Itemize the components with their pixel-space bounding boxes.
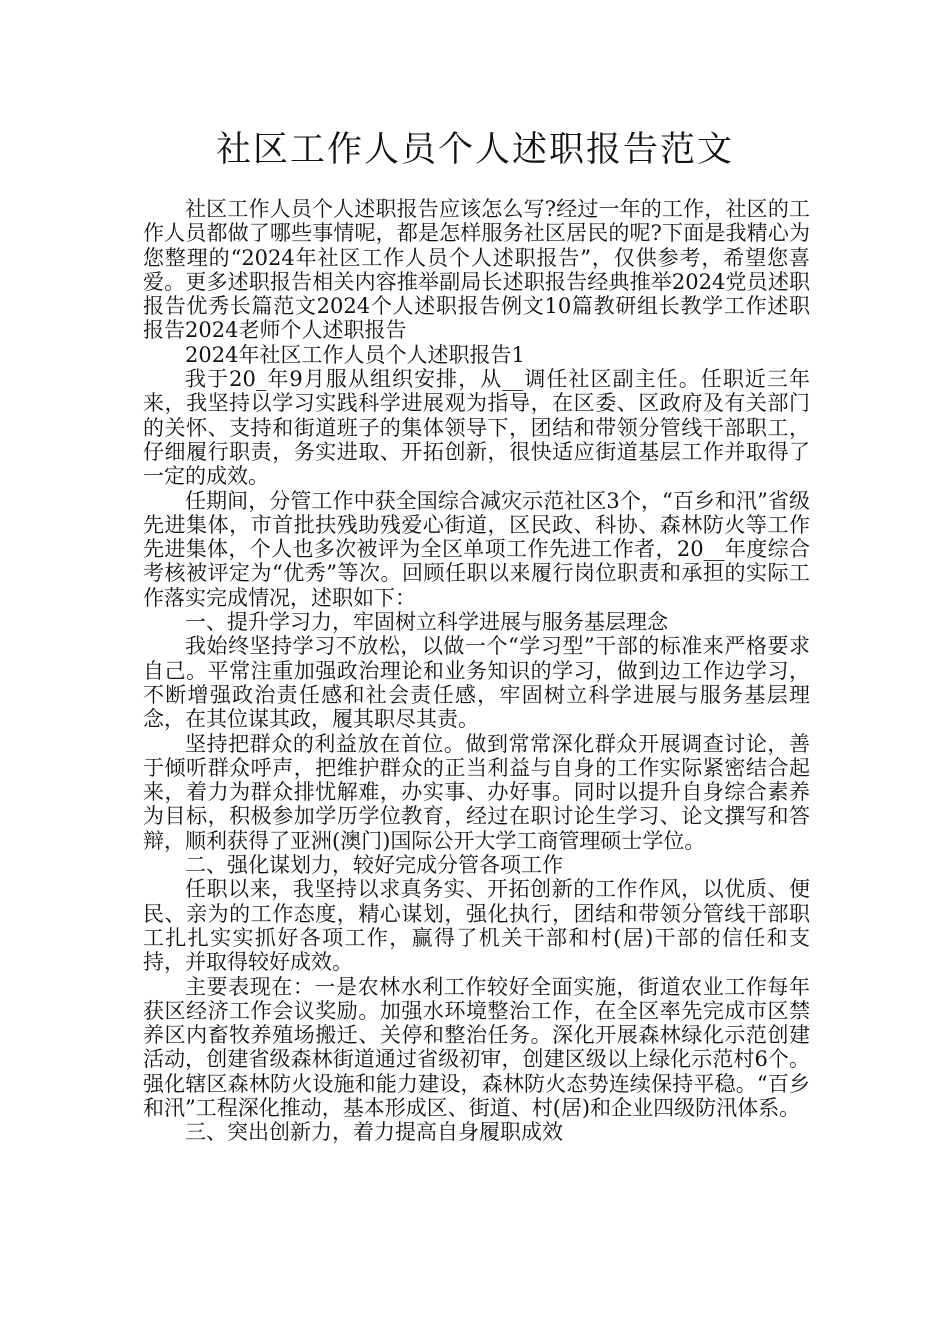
section-heading: 一、提升学习力，牢固树立科学进展与服务基层理念 <box>185 610 668 635</box>
body-paragraph: 坚持把群众的利益放在首位。做到常常深化群众开展调查讨论，善于倾听群众呼声，把维护群众的正当利益与自身的工作实际紧密结合起来，着力为群众排忧解难，办实事、办好事。同时以提升自身综合素养为目标，积极参加学历学位教育，经过在职讨论生学习、论文撰写和答辩，顺利获得了亚洲(澳门)国际公开大学工商管理硕士学位。 <box>143 731 810 853</box>
body-paragraph: 主要表现在：一是农林水利工作较好全面实施，街道农业工作每年获区经济工作会议奖励。加强水环境整治工作，在全区率先完成市区禁养区内畜牧养殖场搬迁、关停和整治任务。深化开展森林绿化示范创建活动，创建省级森林街道通过省级初审，创建区级以上绿化示范村6个。强化辖区森林防火设施和能力建设，森林防火态势连续保持平稳。“百乡和汛”工程深化推动，基本形成区、街道、村(居)和企业四级防汛体系。 <box>143 974 810 1120</box>
report-heading: 2024年社区工作人员个人述职报告1 <box>185 342 525 367</box>
body-paragraph: 我始终坚持学习不放松，以做一个“学习型”干部的标准来严格要求自己。平常注重加强政治理论和业务知识的学习，做到边工作边学习，不断增强政治责任感和社会责任感，牢固树立科学进展与服务基层理念，在其位谋其政，履其职尽其责。 <box>143 634 810 732</box>
document-body <box>143 197 810 1145</box>
section-heading: 二、强化谋划力，较好完成分管各项工作 <box>185 853 563 878</box>
body-paragraph: 任职以来，我坚持以求真务实、开拓创新的工作作风，以优质、便民、亲为的工作态度，精心谋划，强化执行，团结和带领分管线干部职工扎扎实实抓好各项工作，赢得了机关干部和村(居)干部的信任和支持，并取得较好成效。 <box>143 877 810 975</box>
body-paragraph: 我于20_年9月服从组织安排，从__调任社区副主任。任职近三年来，我坚持以学习实践科学进展观为指导，在区委、区政府及有关部门的关怀、支持和街道班子的集体领导下，团结和带领分管线干部职工，仔细履行职责，务实进取、开拓创新，很快适应街道基层工作并取得了一定的成效。 <box>143 367 810 489</box>
document-title: 社区工作人员个人述职报告范文 <box>215 130 734 170</box>
intro-paragraph: 社区工作人员个人述职报告应该怎么写?经过一年的工作，社区的工作人员都做了哪些事情呢，都是怎样服务社区居民的呢?下面是我精心为您整理的“2024年社区工作人员个人述职报告”，仅供参考，希望您喜爱。更多述职报告相关内容推举副局长述职报告经典推举2024党员述职报告优秀长篇范文2024个人述职报告例文10篇教研组长教学工作述职报告2024老师个人述职报告 <box>143 197 810 343</box>
section-heading: 三、突出创新力，着力提高自身履职成效 <box>185 1120 563 1145</box>
body-paragraph: 任期间，分管工作中获全国综合减灾示范社区3个，“百乡和汛”省级先进集体，市首批扶残助残爱心街道，区民政、科协、森林防火等工作先进集体，个人也多次被评为全区单项工作先进工作者，20__年度综合考核被评定为“优秀”等次。回顾任职以来履行岗位职责和承担的实际工作落实完成情况，述职如下： <box>143 488 810 610</box>
